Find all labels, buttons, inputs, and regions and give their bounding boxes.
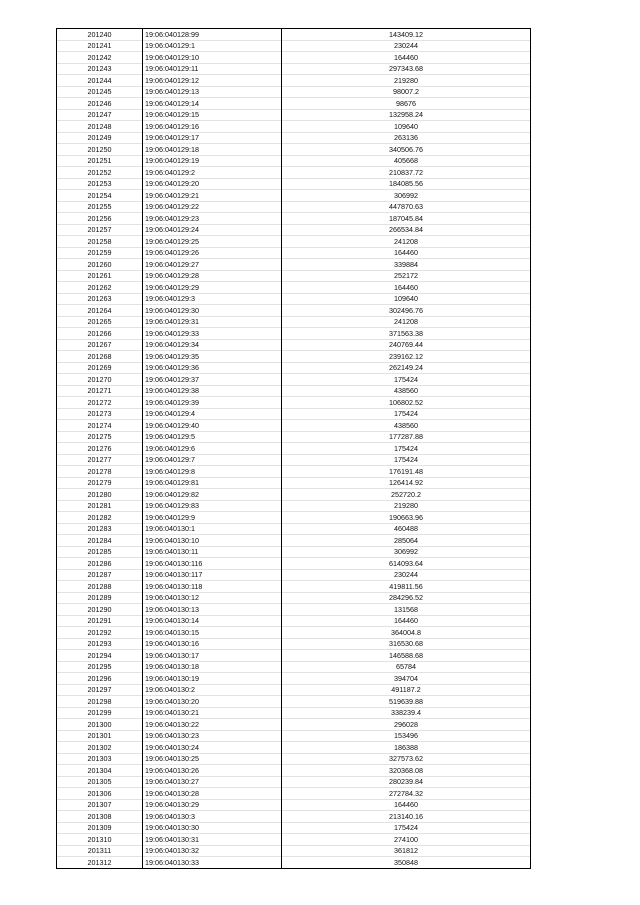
table-row: [57, 385, 531, 397]
table-row: [57, 569, 531, 581]
value-cell: 340506.76: [282, 144, 531, 156]
table-row: [57, 305, 531, 317]
cadastral-number-cell: 19:06:040129:7: [143, 454, 282, 466]
cadastral-number-cell: 19:06:040129:3: [143, 293, 282, 305]
row-number-cell: 201240: [57, 29, 143, 41]
value-cell: 316530.68: [282, 638, 531, 650]
row-number-cell: 201308: [57, 811, 143, 823]
row-number-cell: 201266: [57, 328, 143, 340]
value-cell: 164460: [282, 799, 531, 811]
row-number-cell: 201278: [57, 466, 143, 478]
table-row: [57, 776, 531, 788]
row-number-cell: 201270: [57, 374, 143, 386]
cadastral-number-cell: 19:06:040130:19: [143, 673, 282, 685]
table-row: [57, 328, 531, 340]
cadastral-number-cell: 19:06:040129:6: [143, 443, 282, 455]
cadastral-number-cell: 19:06:040129:33: [143, 328, 282, 340]
table-row: [57, 259, 531, 271]
row-number-cell: 201296: [57, 673, 143, 685]
table-row: [57, 236, 531, 248]
row-number-cell: 201292: [57, 627, 143, 639]
row-number-cell: 201294: [57, 650, 143, 662]
cadastral-number-cell: 19:06:040129:20: [143, 178, 282, 190]
table-row: [57, 167, 531, 179]
row-number-cell: 201287: [57, 569, 143, 581]
value-cell: 175424: [282, 454, 531, 466]
value-cell: 252172: [282, 270, 531, 282]
table-row: [57, 546, 531, 558]
table-row: [57, 351, 531, 363]
cadastral-number-cell: 19:06:040129:14: [143, 98, 282, 110]
row-number-cell: 201254: [57, 190, 143, 202]
table-row: [57, 811, 531, 823]
table-row: [57, 512, 531, 524]
value-cell: 230244: [282, 569, 531, 581]
value-cell: 190663.96: [282, 512, 531, 524]
value-cell: 614093.64: [282, 558, 531, 570]
cadastral-value-table: [56, 28, 531, 869]
row-number-cell: 201244: [57, 75, 143, 87]
value-cell: 241208: [282, 316, 531, 328]
cadastral-number-cell: 19:06:040130:116: [143, 558, 282, 570]
cadastral-number-cell: 19:06:040129:37: [143, 374, 282, 386]
value-cell: 176191.48: [282, 466, 531, 478]
row-number-cell: 201305: [57, 776, 143, 788]
cadastral-number-cell: 19:06:040130:23: [143, 730, 282, 742]
table-row: [57, 201, 531, 213]
value-cell: 109640: [282, 121, 531, 133]
value-cell: 175424: [282, 374, 531, 386]
value-cell: 98676: [282, 98, 531, 110]
table-row: [57, 765, 531, 777]
table-row: [57, 40, 531, 52]
cadastral-number-cell: 19:06:040130:28: [143, 788, 282, 800]
cadastral-number-cell: 19:06:040130:117: [143, 569, 282, 581]
table-row: [57, 535, 531, 547]
row-number-cell: 201284: [57, 535, 143, 547]
cadastral-number-cell: 19:06:040129:29: [143, 282, 282, 294]
table-row: [57, 489, 531, 501]
table-row: [57, 799, 531, 811]
table-row: [57, 638, 531, 650]
cadastral-number-cell: 19:06:040130:26: [143, 765, 282, 777]
table-row: [57, 857, 531, 869]
value-cell: 239162.12: [282, 351, 531, 363]
row-number-cell: 201251: [57, 155, 143, 167]
value-cell: 361812: [282, 845, 531, 857]
value-cell: 447870.63: [282, 201, 531, 213]
table-row: [57, 132, 531, 144]
row-number-cell: 201261: [57, 270, 143, 282]
row-number-cell: 201286: [57, 558, 143, 570]
row-number-cell: 201280: [57, 489, 143, 501]
cadastral-number-cell: 19:06:040129:25: [143, 236, 282, 248]
cadastral-number-cell: 19:06:040129:23: [143, 213, 282, 225]
row-number-cell: 201258: [57, 236, 143, 248]
cadastral-number-cell: 19:06:040129:13: [143, 86, 282, 98]
table-row: [57, 374, 531, 386]
value-cell: 438560: [282, 420, 531, 432]
cadastral-number-cell: 19:06:040129:4: [143, 408, 282, 420]
cadastral-number-cell: 19:06:040129:11: [143, 63, 282, 75]
cadastral-number-cell: 19:06:040129:36: [143, 362, 282, 374]
cadastral-number-cell: 19:06:040130:25: [143, 753, 282, 765]
value-cell: 438560: [282, 385, 531, 397]
table-row: [57, 454, 531, 466]
table-row: [57, 86, 531, 98]
cadastral-number-cell: 19:06:040129:5: [143, 431, 282, 443]
cadastral-number-cell: 19:06:040130:16: [143, 638, 282, 650]
value-cell: 175424: [282, 443, 531, 455]
value-cell: 371563.38: [282, 328, 531, 340]
value-cell: 143409.12: [282, 29, 531, 41]
value-cell: 164460: [282, 282, 531, 294]
row-number-cell: 201285: [57, 546, 143, 558]
table-row: [57, 293, 531, 305]
cadastral-number-cell: 19:06:040128:99: [143, 29, 282, 41]
row-number-cell: 201297: [57, 684, 143, 696]
value-cell: 339884: [282, 259, 531, 271]
value-cell: 252720.2: [282, 489, 531, 501]
cadastral-number-cell: 19:06:040129:18: [143, 144, 282, 156]
table-row: [57, 742, 531, 754]
value-cell: 266534.84: [282, 224, 531, 236]
value-cell: 327573.62: [282, 753, 531, 765]
cadastral-number-cell: 19:06:040129:30: [143, 305, 282, 317]
cadastral-number-cell: 19:06:040130:22: [143, 719, 282, 731]
table-row: [57, 155, 531, 167]
value-cell: 364004.8: [282, 627, 531, 639]
cadastral-number-cell: 19:06:040129:22: [143, 201, 282, 213]
value-cell: 98007.2: [282, 86, 531, 98]
table-row: [57, 144, 531, 156]
table-row: [57, 224, 531, 236]
cadastral-number-cell: 19:06:040130:18: [143, 661, 282, 673]
cadastral-number-cell: 19:06:040130:21: [143, 707, 282, 719]
cadastral-number-cell: 19:06:040129:31: [143, 316, 282, 328]
cadastral-number-cell: 19:06:040130:30: [143, 822, 282, 834]
table-row: [57, 500, 531, 512]
value-cell: 177287.88: [282, 431, 531, 443]
value-cell: 320368.08: [282, 765, 531, 777]
table-row: [57, 558, 531, 570]
table-row: [57, 397, 531, 409]
cadastral-number-cell: 19:06:040130:33: [143, 857, 282, 869]
cadastral-number-cell: 19:06:040129:81: [143, 477, 282, 489]
value-cell: 219280: [282, 75, 531, 87]
cadastral-number-cell: 19:06:040129:1: [143, 40, 282, 52]
cadastral-number-cell: 19:06:040130:118: [143, 581, 282, 593]
table-row: [57, 604, 531, 616]
value-cell: 338239.4: [282, 707, 531, 719]
row-number-cell: 201295: [57, 661, 143, 673]
cadastral-number-cell: 19:06:040130:1: [143, 523, 282, 535]
row-number-cell: 201264: [57, 305, 143, 317]
table-row: [57, 845, 531, 857]
table-row: [57, 247, 531, 259]
row-number-cell: 201279: [57, 477, 143, 489]
cadastral-number-cell: 19:06:040129:40: [143, 420, 282, 432]
cadastral-number-cell: 19:06:040129:17: [143, 132, 282, 144]
cadastral-number-cell: 19:06:040130:11: [143, 546, 282, 558]
value-cell: 296028: [282, 719, 531, 731]
row-number-cell: 201288: [57, 581, 143, 593]
cadastral-number-cell: 19:06:040130:27: [143, 776, 282, 788]
row-number-cell: 201255: [57, 201, 143, 213]
value-cell: 284296.52: [282, 592, 531, 604]
table-row: [57, 420, 531, 432]
row-number-cell: 201307: [57, 799, 143, 811]
row-number-cell: 201243: [57, 63, 143, 75]
row-number-cell: 201289: [57, 592, 143, 604]
cadastral-number-cell: 19:06:040129:10: [143, 52, 282, 64]
value-cell: 394704: [282, 673, 531, 685]
value-cell: 164460: [282, 52, 531, 64]
row-number-cell: 201265: [57, 316, 143, 328]
table-row: [57, 270, 531, 282]
row-number-cell: 201293: [57, 638, 143, 650]
row-number-cell: 201281: [57, 500, 143, 512]
cadastral-number-cell: 19:06:040129:24: [143, 224, 282, 236]
value-cell: 297343.68: [282, 63, 531, 75]
row-number-cell: 201271: [57, 385, 143, 397]
row-number-cell: 201275: [57, 431, 143, 443]
value-cell: 240769.44: [282, 339, 531, 351]
row-number-cell: 201248: [57, 121, 143, 133]
value-cell: 187045.84: [282, 213, 531, 225]
value-cell: 106802.52: [282, 397, 531, 409]
value-cell: 153496: [282, 730, 531, 742]
row-number-cell: 201257: [57, 224, 143, 236]
table-row: [57, 673, 531, 685]
table-row: [57, 316, 531, 328]
value-cell: 109640: [282, 293, 531, 305]
row-number-cell: 201283: [57, 523, 143, 535]
row-number-cell: 201253: [57, 178, 143, 190]
cadastral-number-cell: 19:06:040129:35: [143, 351, 282, 363]
table-row: [57, 788, 531, 800]
row-number-cell: 201306: [57, 788, 143, 800]
value-cell: 213140.16: [282, 811, 531, 823]
cadastral-number-cell: 19:06:040130:12: [143, 592, 282, 604]
row-number-cell: 201242: [57, 52, 143, 64]
cadastral-number-cell: 19:06:040130:20: [143, 696, 282, 708]
cadastral-number-cell: 19:06:040130:14: [143, 615, 282, 627]
cadastral-number-cell: 19:06:040129:15: [143, 109, 282, 121]
value-cell: 164460: [282, 247, 531, 259]
cadastral-number-cell: 19:06:040129:34: [143, 339, 282, 351]
row-number-cell: 201252: [57, 167, 143, 179]
row-number-cell: 201277: [57, 454, 143, 466]
table-row: [57, 443, 531, 455]
value-cell: 519639.88: [282, 696, 531, 708]
value-cell: 65784: [282, 661, 531, 673]
row-number-cell: 201259: [57, 247, 143, 259]
cadastral-number-cell: 19:06:040130:32: [143, 845, 282, 857]
cadastral-number-cell: 19:06:040129:21: [143, 190, 282, 202]
row-number-cell: 201310: [57, 834, 143, 846]
table-row: [57, 661, 531, 673]
value-cell: 126414.92: [282, 477, 531, 489]
cadastral-number-cell: 19:06:040130:24: [143, 742, 282, 754]
value-cell: 132958.24: [282, 109, 531, 121]
row-number-cell: 201312: [57, 857, 143, 869]
value-cell: 262149.24: [282, 362, 531, 374]
table-row: [57, 98, 531, 110]
row-number-cell: 201272: [57, 397, 143, 409]
table-row: [57, 834, 531, 846]
row-number-cell: 201268: [57, 351, 143, 363]
value-cell: 219280: [282, 500, 531, 512]
value-cell: 241208: [282, 236, 531, 248]
cadastral-number-cell: 19:06:040129:2: [143, 167, 282, 179]
row-number-cell: 201311: [57, 845, 143, 857]
row-number-cell: 201301: [57, 730, 143, 742]
table-row: [57, 431, 531, 443]
cadastral-number-cell: 19:06:040129:27: [143, 259, 282, 271]
table-row: [57, 696, 531, 708]
row-number-cell: 201260: [57, 259, 143, 271]
table-row: [57, 730, 531, 742]
value-cell: 306992: [282, 190, 531, 202]
row-number-cell: 201298: [57, 696, 143, 708]
cadastral-number-cell: 19:06:040129:28: [143, 270, 282, 282]
row-number-cell: 201276: [57, 443, 143, 455]
row-number-cell: 201250: [57, 144, 143, 156]
value-cell: 302496.76: [282, 305, 531, 317]
cadastral-number-cell: 19:06:040129:38: [143, 385, 282, 397]
row-number-cell: 201269: [57, 362, 143, 374]
row-number-cell: 201267: [57, 339, 143, 351]
row-number-cell: 201263: [57, 293, 143, 305]
table-row: [57, 477, 531, 489]
row-number-cell: 201290: [57, 604, 143, 616]
value-cell: 272784.32: [282, 788, 531, 800]
table-row: [57, 719, 531, 731]
value-cell: 306992: [282, 546, 531, 558]
value-cell: 274100: [282, 834, 531, 846]
value-cell: 405668: [282, 155, 531, 167]
row-number-cell: 201309: [57, 822, 143, 834]
value-cell: 175424: [282, 822, 531, 834]
table-row: [57, 707, 531, 719]
cadastral-number-cell: 19:06:040129:26: [143, 247, 282, 259]
table-row: [57, 523, 531, 535]
value-cell: 164460: [282, 615, 531, 627]
cadastral-number-cell: 19:06:040129:82: [143, 489, 282, 501]
row-number-cell: 201300: [57, 719, 143, 731]
value-cell: 230244: [282, 40, 531, 52]
cadastral-number-cell: 19:06:040130:31: [143, 834, 282, 846]
table-row: [57, 282, 531, 294]
value-cell: 131568: [282, 604, 531, 616]
table-row: [57, 29, 531, 41]
value-cell: 460488: [282, 523, 531, 535]
table-row: [57, 178, 531, 190]
table-row: [57, 592, 531, 604]
cadastral-number-cell: 19:06:040130:2: [143, 684, 282, 696]
cadastral-number-cell: 19:06:040129:9: [143, 512, 282, 524]
row-number-cell: 201241: [57, 40, 143, 52]
table-row: [57, 627, 531, 639]
cadastral-number-cell: 19:06:040130:17: [143, 650, 282, 662]
row-number-cell: 201304: [57, 765, 143, 777]
table-row: [57, 650, 531, 662]
table-row: [57, 63, 531, 75]
table-row: [57, 362, 531, 374]
cadastral-number-cell: 19:06:040129:16: [143, 121, 282, 133]
cadastral-number-cell: 19:06:040130:13: [143, 604, 282, 616]
table-row: [57, 466, 531, 478]
table-row: [57, 339, 531, 351]
row-number-cell: 201256: [57, 213, 143, 225]
cadastral-number-cell: 19:06:040130:29: [143, 799, 282, 811]
cadastral-number-cell: 19:06:040129:8: [143, 466, 282, 478]
value-cell: 491187.2: [282, 684, 531, 696]
table-row: [57, 75, 531, 87]
cadastral-number-cell: 19:06:040129:39: [143, 397, 282, 409]
table-row: [57, 408, 531, 420]
row-number-cell: 201302: [57, 742, 143, 754]
table-row: [57, 109, 531, 121]
table-row: [57, 190, 531, 202]
cadastral-number-cell: 19:06:040129:83: [143, 500, 282, 512]
table-row: [57, 213, 531, 225]
value-cell: 175424: [282, 408, 531, 420]
cadastral-number-cell: 19:06:040129:19: [143, 155, 282, 167]
table-row: [57, 581, 531, 593]
row-number-cell: 201245: [57, 86, 143, 98]
table-row: [57, 121, 531, 133]
table-row: [57, 753, 531, 765]
value-cell: 419811.56: [282, 581, 531, 593]
row-number-cell: 201299: [57, 707, 143, 719]
cadastral-number-cell: 19:06:040129:12: [143, 75, 282, 87]
value-cell: 350848: [282, 857, 531, 869]
cadastral-number-cell: 19:06:040130:15: [143, 627, 282, 639]
row-number-cell: 201282: [57, 512, 143, 524]
row-number-cell: 201246: [57, 98, 143, 110]
table-row: [57, 615, 531, 627]
row-number-cell: 201273: [57, 408, 143, 420]
cadastral-number-cell: 19:06:040130:3: [143, 811, 282, 823]
value-cell: 146588.68: [282, 650, 531, 662]
row-number-cell: 201303: [57, 753, 143, 765]
value-cell: 285064: [282, 535, 531, 547]
table-row: [57, 684, 531, 696]
value-cell: 263136: [282, 132, 531, 144]
cadastral-number-cell: 19:06:040130:10: [143, 535, 282, 547]
row-number-cell: 201249: [57, 132, 143, 144]
value-cell: 210837.72: [282, 167, 531, 179]
table-row: [57, 822, 531, 834]
table-body: [57, 29, 531, 869]
row-number-cell: 201262: [57, 282, 143, 294]
row-number-cell: 201274: [57, 420, 143, 432]
value-cell: 280239.84: [282, 776, 531, 788]
row-number-cell: 201247: [57, 109, 143, 121]
table-row: [57, 52, 531, 64]
row-number-cell: 201291: [57, 615, 143, 627]
value-cell: 184085.56: [282, 178, 531, 190]
value-cell: 186388: [282, 742, 531, 754]
